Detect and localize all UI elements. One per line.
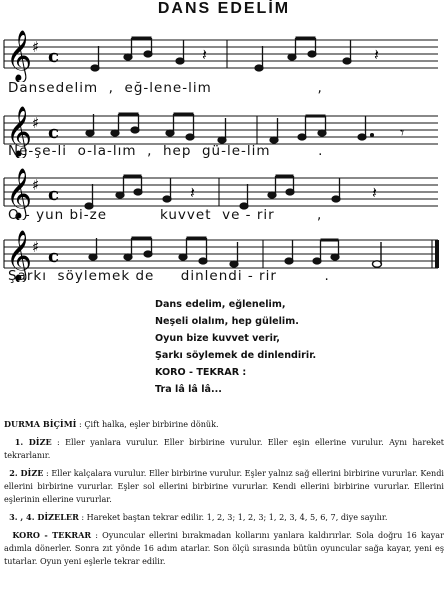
song-title: DANS EDELİM (157, 0, 291, 17)
lyric-line-4: Şarkı söylemek de dinlendi - rir . (8, 268, 330, 284)
instruction-label: 1. DİZE (14, 437, 52, 447)
instruction-text: : Hareket baştan tekrar edilir. 1, 2, 3; 1, 2, 3; 1, 2, 3, 4, 5, 6, 7, diye sayılır. (81, 512, 388, 522)
svg-text:c: c (48, 122, 59, 143)
poem-block (155, 296, 316, 398)
svg-text:♯: ♯ (32, 114, 40, 132)
svg-text:♯: ♯ (32, 38, 40, 56)
instruction-paragraph (4, 467, 444, 506)
instruction-text: : Oyuncular ellerini bırakmadan kollarını yanlara kaldırırlar. Sola doğru 16 kayar adımla dönerler. Sonra zıt yönde 16 adım atarlar. Son ölçü sırasında bütün oyuncular sağa kayar, yeni eş tutarlar. Oyun yeni eşlerle tekrar edilir. (4, 530, 444, 566)
lyric-line-2: Ne-şe-li o-la-lım , hep gü-le-lim . (8, 143, 324, 159)
poem-line: Neşeli olalım, hep gülelim. (155, 316, 299, 327)
dance-instructions (4, 418, 444, 573)
svg-text:𝄽: 𝄽 (372, 183, 377, 202)
instruction-paragraph (4, 436, 444, 462)
chorus-text: Tra lâ lâ lâ... (155, 384, 222, 395)
svg-text:𝄞: 𝄞 (6, 106, 33, 157)
instruction-text: : Eller yanlara vurulur. Eller birbirine vurulur. Eller eşin ellerine vurulur. Aynı hareket tekrarlanır. (4, 437, 444, 460)
poem-line: Oyun bize kuvvet verir, (155, 333, 280, 344)
svg-text:♯: ♯ (32, 238, 40, 256)
svg-text:𝄾: 𝄾 (400, 123, 405, 142)
instruction-text: : Çift halka, eşler birbirine dönük. (79, 419, 219, 429)
lyric-line-1: Dansedelim , eğ-lene-lim , (8, 80, 323, 96)
svg-text:𝄞: 𝄞 (6, 168, 33, 219)
instruction-label: DURMA BİÇİMİ (4, 419, 77, 429)
svg-text:𝄽: 𝄽 (202, 45, 207, 64)
instruction-paragraph (4, 511, 444, 524)
instruction-paragraph (4, 418, 444, 431)
poem-line: Şarkı söylemek de dinlendirir. (155, 350, 317, 361)
instruction-paragraph (4, 529, 444, 568)
svg-text:c: c (48, 184, 59, 205)
music-staff-1 (2, 22, 444, 82)
svg-text:𝄞: 𝄞 (6, 230, 33, 281)
instruction-label: KORO - TEKRAR (12, 530, 92, 540)
instruction-label: 3. , 4. DİZELER (9, 512, 79, 522)
svg-text:𝄽: 𝄽 (190, 183, 195, 202)
svg-text:c: c (48, 246, 59, 267)
svg-text:𝄽: 𝄽 (374, 45, 379, 64)
poem-line: Dans edelim, eğlenelim, (155, 299, 286, 310)
svg-text:♯: ♯ (32, 176, 40, 194)
instruction-text: : Eller kalçalara vurulur. Eller birbirine vurulur. Eşler yalnız sağ ellerini birbirine vururlar. Kendi ellerini birbirine vururlar. Eşler sol ellerini birbirine vururlar. Kendi ellerini birbirine vururlar. Ellerini eşlerinin ellerine vururlar. (4, 468, 445, 504)
svg-text:𝄞: 𝄞 (6, 30, 33, 81)
chorus-label: KORO - TEKRAR : (155, 367, 247, 378)
lyric-line-3: O - yun bi-ze kuvvet ve - rir , (8, 207, 323, 223)
svg-text:c: c (48, 46, 59, 67)
instruction-label: 2. DİZE (9, 468, 44, 478)
